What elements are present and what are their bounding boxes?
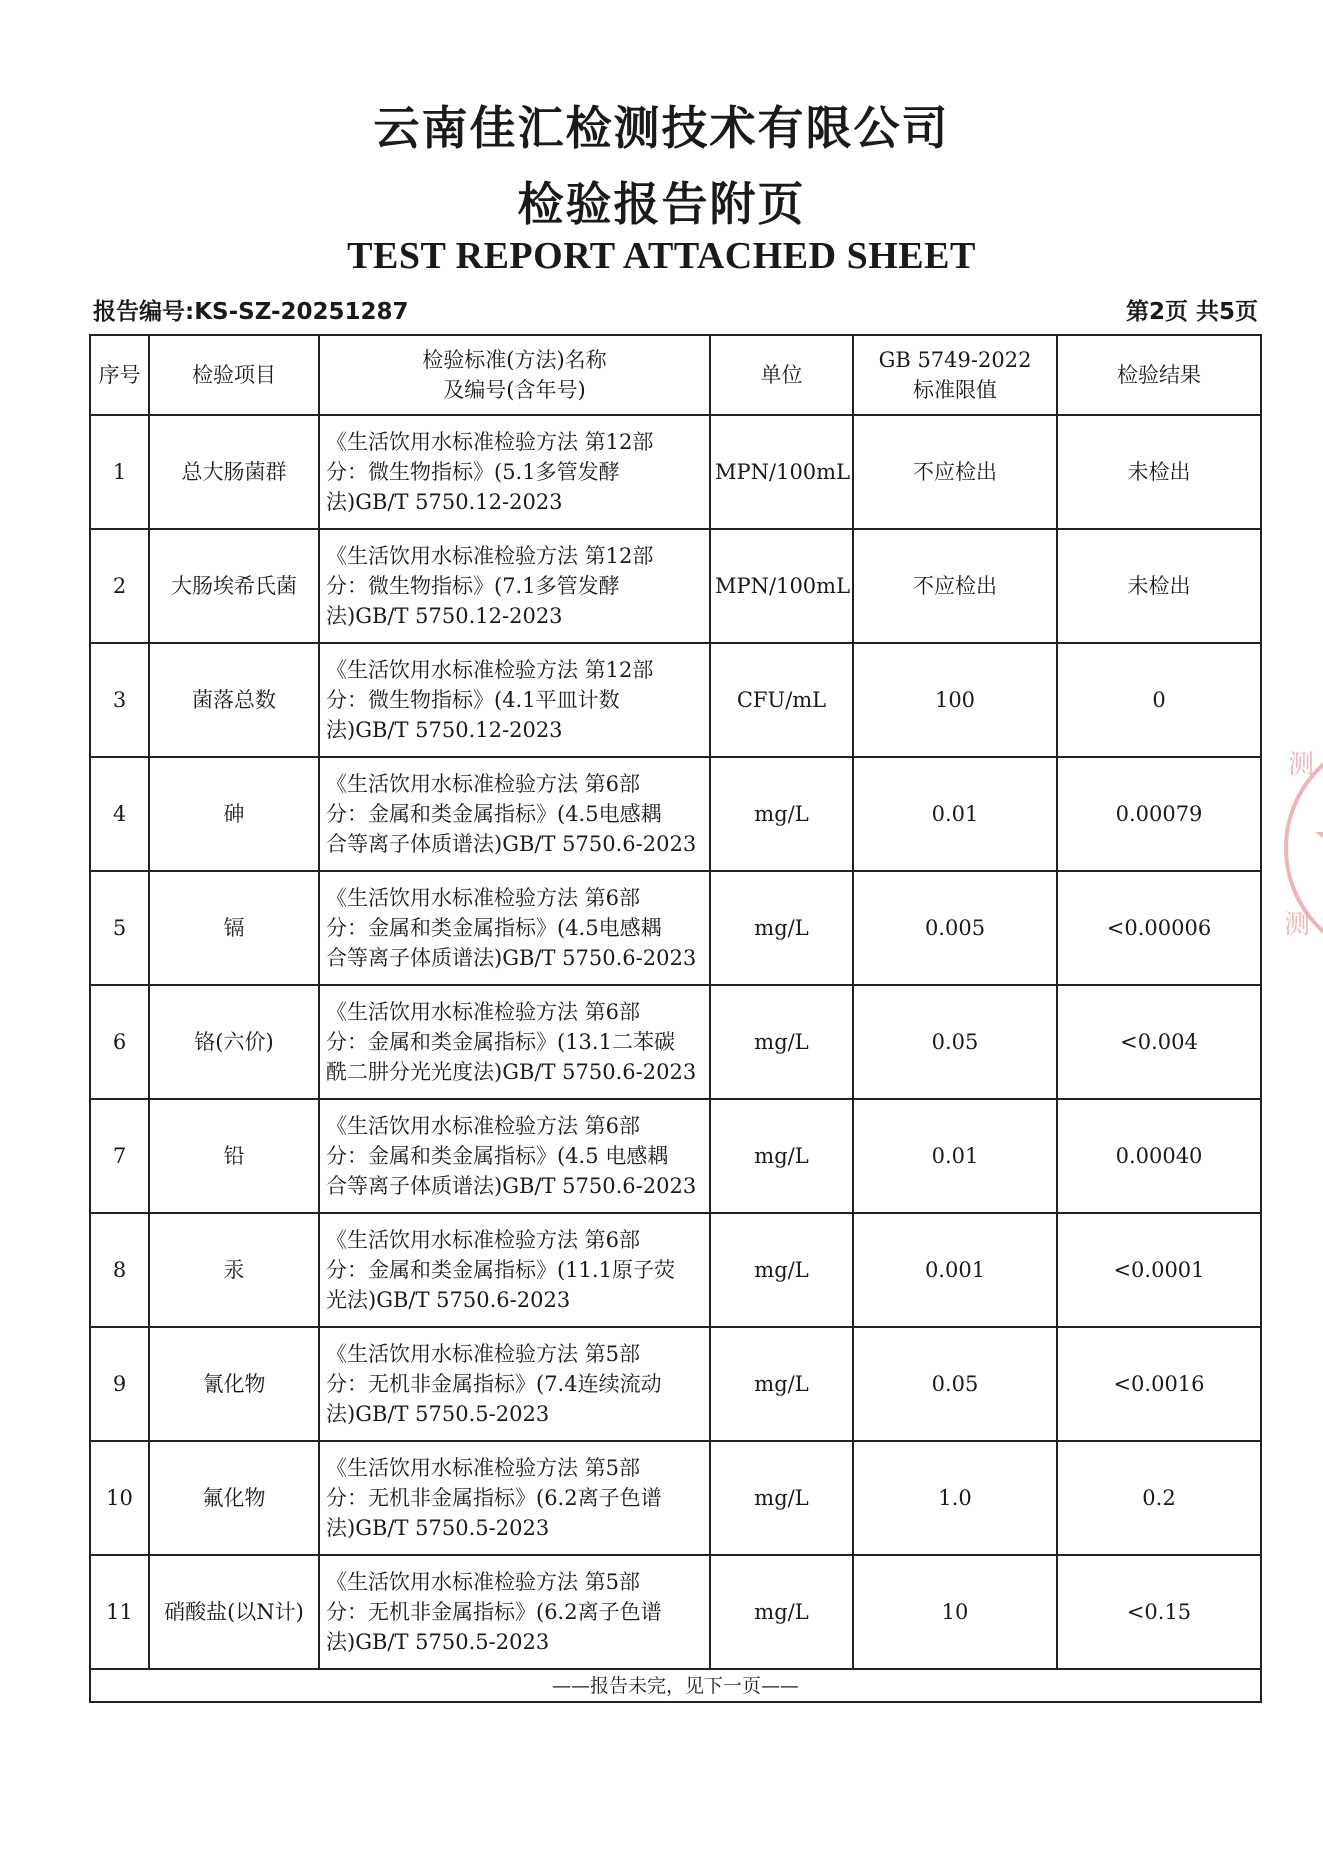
table-body (90, 415, 1261, 1702)
test-result: 未检出 (1057, 529, 1261, 643)
test-method-line: 《生活饮用水标准检验方法 第12部 (326, 544, 654, 568)
test-item: 硝酸盐(以N计) (149, 1555, 319, 1669)
test-item: 砷 (149, 757, 319, 871)
standard-limit: 0.05 (853, 985, 1057, 1099)
test-result: 未检出 (1057, 415, 1261, 529)
report-number: 报告编号:KS-SZ-20251287 (93, 299, 409, 325)
table-footer-row (90, 1669, 1261, 1702)
test-method (319, 1099, 710, 1213)
unit: mg/L (710, 1099, 853, 1213)
standard-limit: 0.005 (853, 871, 1057, 985)
unit: MPN/100mL (710, 529, 853, 643)
standard-limit: 不应检出 (853, 529, 1057, 643)
standard-limit: 不应检出 (853, 415, 1057, 529)
red-seal-stamp (1278, 718, 1323, 978)
table-header-row (90, 335, 1261, 415)
test-method-line: 《生活饮用水标准检验方法 第6部 (326, 1000, 641, 1024)
column-header-line: 标准限值 (913, 378, 997, 402)
row-number: 1 (90, 415, 149, 529)
sheet-title-cn: 检验报告附页 (517, 177, 806, 231)
standard-limit: 0.001 (853, 1213, 1057, 1327)
table-row (90, 1099, 1261, 1213)
table-row (90, 871, 1261, 985)
test-method-line: 法)GB/T 5750.12-2023 (326, 604, 563, 628)
test-method (319, 1327, 710, 1441)
table-row (90, 415, 1261, 529)
test-method (319, 415, 710, 529)
test-method-line: 《生活饮用水标准检验方法 第5部 (326, 1570, 641, 1594)
test-method-line: 《生活饮用水标准检验方法 第5部 (326, 1456, 641, 1480)
test-method-line: 合等离子体质谱法)GB/T 5750.6-2023 (326, 832, 697, 856)
test-method-line: 分：无机非金属指标》(6.2离子色谱 (326, 1600, 662, 1624)
unit: mg/L (710, 757, 853, 871)
test-method-line: 法)GB/T 5750.5-2023 (326, 1516, 550, 1540)
column-header-line: 检验项目 (192, 363, 276, 387)
test-method (319, 757, 710, 871)
unit: MPN/100mL (710, 415, 853, 529)
test-result: 0 (1057, 643, 1261, 757)
row-number: 4 (90, 757, 149, 871)
column-header-line: 序号 (98, 363, 141, 387)
test-method-line: 分：金属和类金属指标》(4.5电感耦 (326, 802, 662, 826)
continued-note: ——报告未完，见下一页—— (90, 1669, 1261, 1702)
test-method (319, 529, 710, 643)
table-row (90, 1555, 1261, 1669)
unit: mg/L (710, 985, 853, 1099)
test-method-line: 分：微生物指标》(7.1多管发酵 (326, 574, 620, 598)
column-header-line: 单位 (760, 363, 803, 387)
row-number: 5 (90, 871, 149, 985)
unit: mg/L (710, 1441, 853, 1555)
test-result: <0.004 (1057, 985, 1261, 1099)
column-header (710, 335, 853, 415)
row-number: 3 (90, 643, 149, 757)
test-result: <0.00006 (1057, 871, 1261, 985)
test-method-line: 《生活饮用水标准检验方法 第6部 (326, 1228, 641, 1252)
test-method-line: 分：金属和类金属指标》(13.1二苯碳 (326, 1030, 675, 1054)
test-method-line: 《生活饮用水标准检验方法 第5部 (326, 1342, 641, 1366)
test-method-line: 《生活饮用水标准检验方法 第6部 (326, 886, 641, 910)
test-method-line: 分：微生物指标》(5.1多管发酵 (326, 460, 620, 484)
unit: mg/L (710, 1555, 853, 1669)
test-method-line: 分：金属和类金属指标》(11.1原子荧 (326, 1258, 675, 1282)
test-item: 镉 (149, 871, 319, 985)
unit: mg/L (710, 1213, 853, 1327)
column-header (319, 335, 710, 415)
test-item: 氰化物 (149, 1327, 319, 1441)
unit: mg/L (710, 1327, 853, 1441)
test-method-line: 法)GB/T 5750.12-2023 (326, 490, 563, 514)
test-method-line: 分：微生物指标》(4.1平皿计数 (326, 688, 620, 712)
test-method-line: 光法)GB/T 5750.6-2023 (326, 1288, 571, 1312)
table-row (90, 757, 1261, 871)
test-method-line: 分：无机非金属指标》(6.2离子色谱 (326, 1486, 662, 1510)
test-method-line: 分：金属和类金属指标》(4.5电感耦 (326, 916, 662, 940)
page-indicator: 第2页 共5页 (1125, 299, 1258, 325)
table-row (90, 1441, 1261, 1555)
svg-text:测: 测 (1284, 910, 1311, 940)
row-number: 2 (90, 529, 149, 643)
test-method (319, 871, 710, 985)
sheet-title-en: TEST REPORT ATTACHED SHEET (347, 235, 976, 277)
test-method-line: 《生活饮用水标准检验方法 第12部 (326, 430, 654, 454)
test-result: <0.15 (1057, 1555, 1261, 1669)
column-header (90, 335, 149, 415)
column-header-line: 检验结果 (1117, 363, 1201, 387)
test-item: 铬(六价) (149, 985, 319, 1099)
row-number: 6 (90, 985, 149, 1099)
test-item: 菌落总数 (149, 643, 319, 757)
test-result: 0.2 (1057, 1441, 1261, 1555)
column-header (1057, 335, 1261, 415)
column-header-line: GB 5749-2022 (878, 348, 1032, 372)
column-header-line: 检验标准(方法)名称 (422, 348, 607, 372)
test-item: 氟化物 (149, 1441, 319, 1555)
test-result: <0.0001 (1057, 1213, 1261, 1327)
test-method-line: 《生活饮用水标准检验方法 第12部 (326, 658, 654, 682)
test-method-line: 合等离子体质谱法)GB/T 5750.6-2023 (326, 946, 697, 970)
table-row (90, 1327, 1261, 1441)
test-method (319, 1555, 710, 1669)
standard-limit: 0.05 (853, 1327, 1057, 1441)
test-method (319, 1213, 710, 1327)
svg-text:测: 测 (1288, 750, 1315, 780)
table-row (90, 1213, 1261, 1327)
test-item: 汞 (149, 1213, 319, 1327)
test-method-line: 分：金属和类金属指标》(4.5 电感耦 (326, 1144, 669, 1168)
table-row (90, 985, 1261, 1099)
test-result: 0.00040 (1057, 1099, 1261, 1213)
test-results-table (89, 334, 1262, 1703)
row-number: 9 (90, 1327, 149, 1441)
test-method-line: 《生活饮用水标准检验方法 第6部 (326, 1114, 641, 1138)
test-method-line: 法)GB/T 5750.5-2023 (326, 1402, 550, 1426)
table-row (90, 643, 1261, 757)
row-number: 10 (90, 1441, 149, 1555)
standard-limit: 0.01 (853, 757, 1057, 871)
test-method (319, 643, 710, 757)
test-method (319, 1441, 710, 1555)
company-name: 云南佳汇检测技术有限公司 (373, 101, 950, 155)
unit: CFU/mL (710, 643, 853, 757)
row-number: 11 (90, 1555, 149, 1669)
test-method-line: 《生活饮用水标准检验方法 第6部 (326, 772, 641, 796)
column-header-line: 及编号(含年号) (443, 378, 586, 402)
standard-limit: 10 (853, 1555, 1057, 1669)
test-result: <0.0016 (1057, 1327, 1261, 1441)
standard-limit: 1.0 (853, 1441, 1057, 1555)
test-item: 大肠埃希氏菌 (149, 529, 319, 643)
column-header (149, 335, 319, 415)
test-method-line: 分：无机非金属指标》(7.4连续流动 (326, 1372, 662, 1396)
standard-limit: 100 (853, 643, 1057, 757)
test-method-line: 合等离子体质谱法)GB/T 5750.6-2023 (326, 1174, 697, 1198)
column-header (853, 335, 1057, 415)
row-number: 8 (90, 1213, 149, 1327)
test-item: 铅 (149, 1099, 319, 1213)
unit: mg/L (710, 871, 853, 985)
test-result: 0.00079 (1057, 757, 1261, 871)
test-method-line: 法)GB/T 5750.5-2023 (326, 1630, 550, 1654)
standard-limit: 0.01 (853, 1099, 1057, 1213)
test-method (319, 985, 710, 1099)
test-method-line: 法)GB/T 5750.12-2023 (326, 718, 563, 742)
table-row (90, 529, 1261, 643)
test-method-line: 酰二肼分光光度法)GB/T 5750.6-2023 (326, 1060, 697, 1084)
test-item: 总大肠菌群 (149, 415, 319, 529)
row-number: 7 (90, 1099, 149, 1213)
